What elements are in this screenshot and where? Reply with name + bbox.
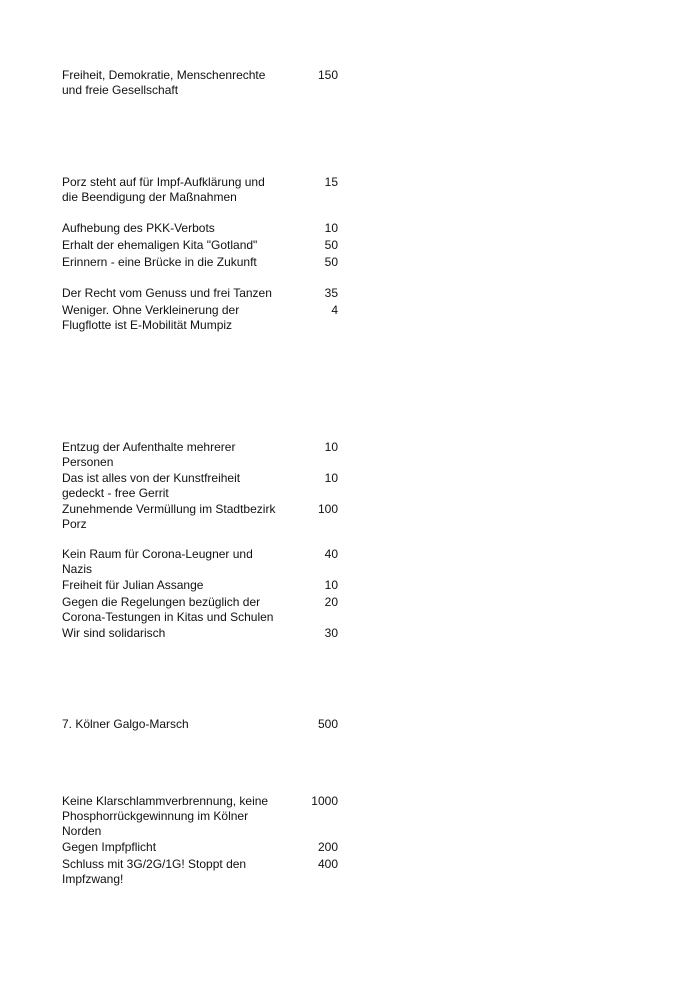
entry-value: 15 <box>324 175 338 189</box>
entry-value: 50 <box>324 238 338 252</box>
entry-value: 150 <box>317 68 338 82</box>
entry-value: 10 <box>324 471 338 485</box>
entry-label: Erinnern - eine Brücke in die Zukunft <box>62 255 257 269</box>
entry-value: 50 <box>324 255 338 269</box>
entry-label: Freiheit für Julian Assange <box>62 578 204 592</box>
entry-label: Der Recht vom Genuss und frei Tanzen <box>62 286 272 300</box>
entry-label: Entzug der Aufenthalte mehrerer Personen <box>62 440 236 469</box>
entry-value: 400 <box>317 857 338 871</box>
entry-label: Das ist alles von der Kunstfreiheit gedeckt - free Gerrit <box>62 471 241 500</box>
entry-value: 500 <box>317 717 338 731</box>
entry-label: Kein Raum für Corona-Leugner und Nazis <box>62 547 253 576</box>
entry-value: 30 <box>324 626 338 640</box>
entry-label: Erhalt der ehemaligen Kita "Gotland" <box>62 238 258 252</box>
entry-label: Schluss mit 3G/2G/1G! Stoppt den Impfzwang! <box>62 857 247 886</box>
entry-value: 20 <box>324 595 338 609</box>
entry-label: Weniger. Ohne Verkleinerung der Flugflotte ist E-Mobilität Mumpiz <box>62 303 240 332</box>
entry-label: Gegen Impfpflicht <box>62 840 157 854</box>
entry-value: 35 <box>324 286 338 300</box>
entry-label: Wir sind solidarisch <box>62 626 166 640</box>
entry-value: 10 <box>324 578 338 592</box>
entry-label: Porz steht auf für Impf-Aufklärung und die Beendigung der Maßnahmen <box>62 175 265 204</box>
entry-label: Freiheit, Demokratie, Menschenrechte und freie Gesellschaft <box>62 68 266 97</box>
entry-label: Gegen die Regelungen bezüglich der Corona-Testungen in Kitas und Schulen <box>62 595 274 624</box>
entry-label: Aufhebung des PKK-Verbots <box>62 221 215 235</box>
entry-value: 200 <box>317 840 338 854</box>
entry-value: 10 <box>324 221 338 235</box>
entry-value: 4 <box>331 303 338 317</box>
entry-label: Zunehmende Vermüllung im Stadtbezirk Porz <box>62 502 276 531</box>
entry-label: Keine Klarschlammverbrennung, keine Phosphorrückgewinnung im Kölner Norden <box>62 794 269 838</box>
entry-label: 7. Kölner Galgo-Marsch <box>62 717 189 731</box>
entry-value: 100 <box>317 502 338 516</box>
entry-value: 10 <box>324 440 338 454</box>
entry-value: 1000 <box>311 794 338 808</box>
entry-value: 40 <box>324 547 338 561</box>
